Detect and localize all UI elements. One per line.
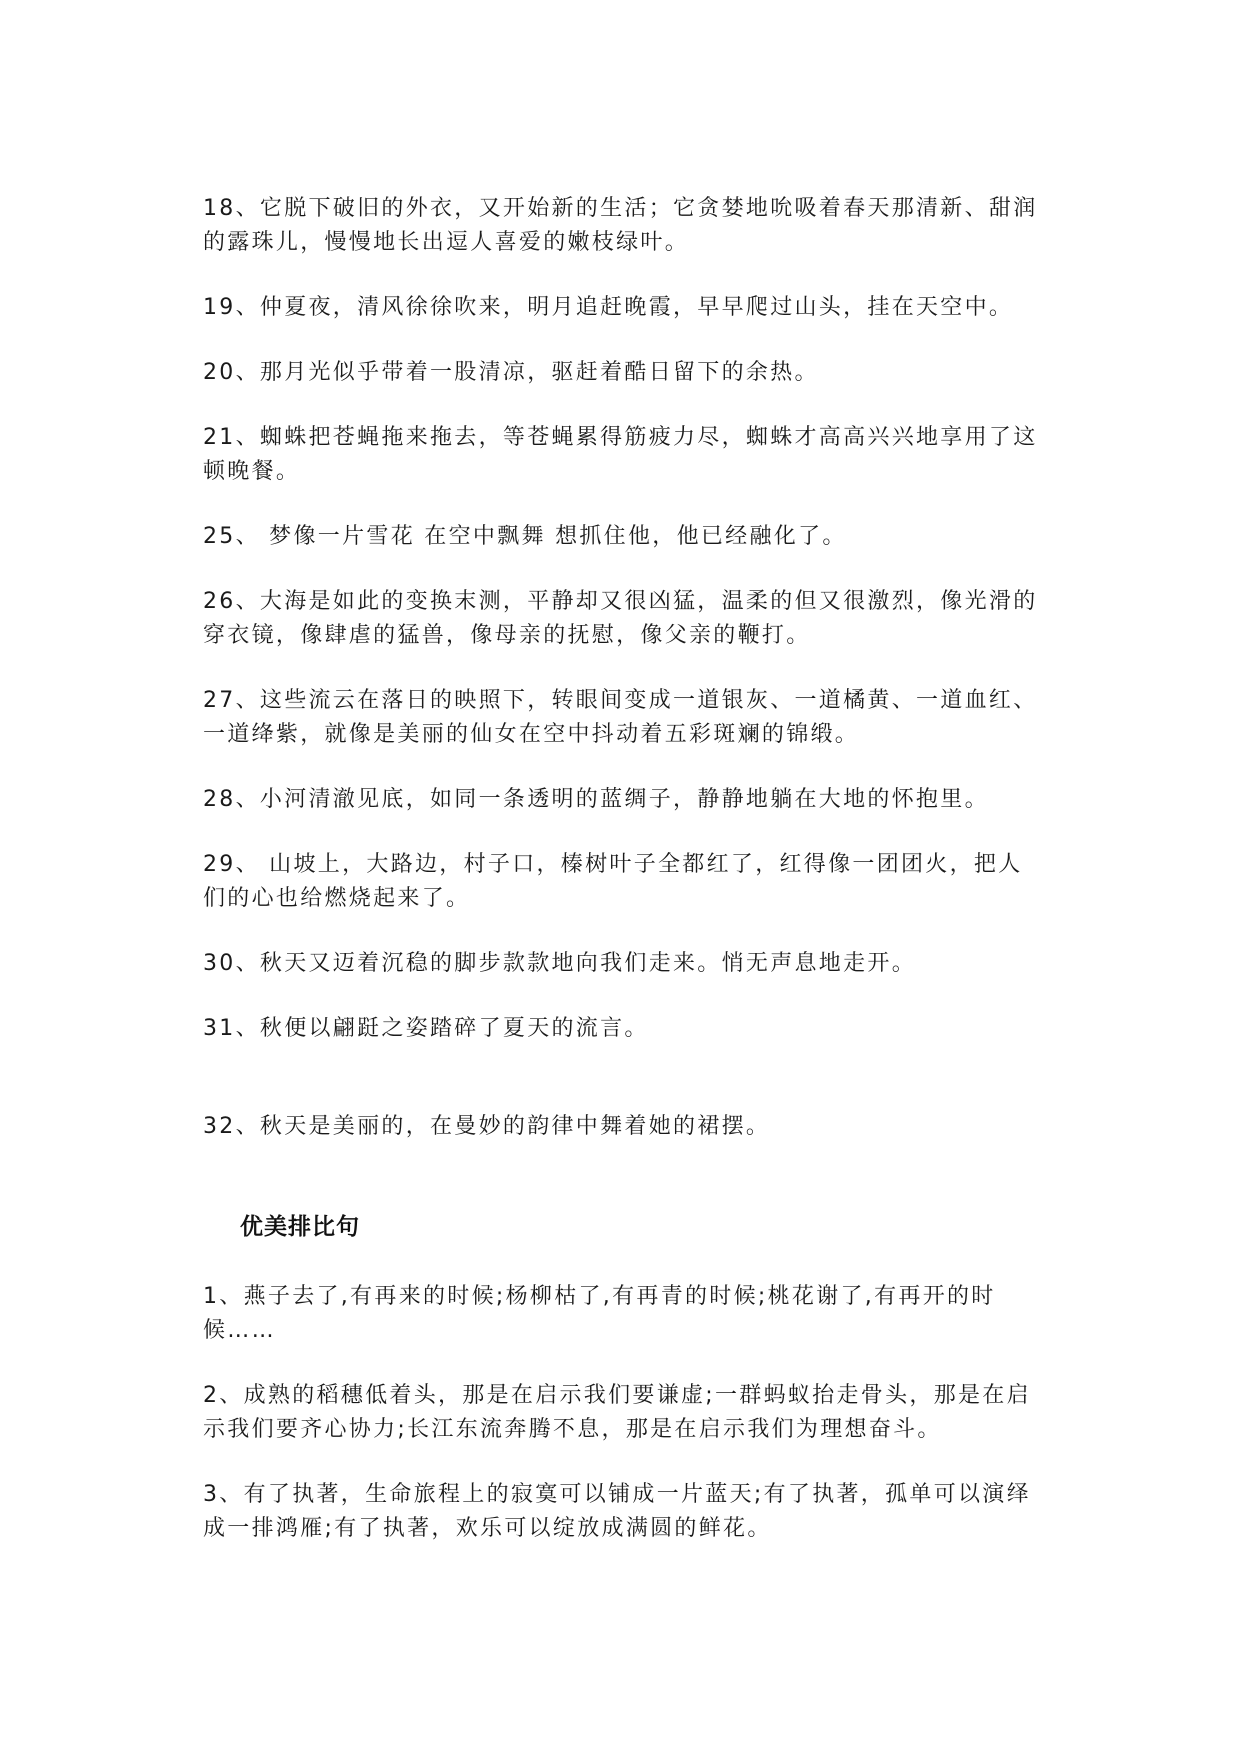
sentence-18: 18、它脱下破旧的外衣，又开始新的生活；它贪婪地吮吸着春天那清新、甜润的露珠儿，慢慢地长出逗人喜爱的嫩枝绿叶。 [203,196,1038,255]
sentence-19: 19、仲夏夜，清风徐徐吹来，明月追赶晚霞，早早爬过山头，挂在天空中。 [203,295,1014,320]
sentence-30: 30、秋天又迈着沉稳的脚步款款地向我们走来。悄无声息地走开。 [203,951,916,976]
sentence-27: 27、这些流云在落日的映照下，转眼间变成一道银灰、一道橘黄、一道血红、一道绛紫，就像是美丽的仙女在空中抖动着五彩斑斓的锦缎。 [203,688,1038,747]
parallelism-sentence-3: 3、有了执著，生命旅程上的寂寞可以铺成一片蓝天;有了执著，孤单可以演绎成一排鸿雁;有了执著，欢乐可以绽放成满圆的鲜花。 [203,1482,1031,1541]
sentence-25: 25、 梦像一片雪花 在空中飘舞 想抓住他，他已经融化了。 [203,524,847,549]
parallelism-sentence-2: 2、成熟的稻穗低着头，那是在启示我们要谦虚;一群蚂蚁抬走骨头，那是在启示我们要齐心协力;长江东流奔腾不息，那是在启示我们为理想奋斗。 [203,1383,1031,1442]
parallelism-sentence-1: 1、燕子去了,有再来的时候;杨柳枯了,有再青的时候;桃花谢了,有再开的时候…… [203,1284,996,1343]
sentence-29: 29、 山坡上，大路边，村子口，榛树叶子全都红了，红得像一团团火，把人们的心也给燃烧起来了。 [203,852,1023,911]
sentence-32: 32、秋天是美丽的，在曼妙的韵律中舞着她的裙摆。 [203,1114,771,1139]
sentence-20: 20、那月光似乎带着一股清凉，驱赶着酷日留下的余热。 [203,360,819,385]
document-content [203,192,1043,1577]
sentence-31: 31、秋便以翩跹之姿踏碎了夏天的流言。 [203,1016,649,1041]
section-heading: 优美排比句 [240,1214,360,1240]
sentence-28: 28、小河清澈见底，如同一条透明的蓝绸子，静静地躺在大地的怀抱里。 [203,787,989,812]
sentence-21: 21、蜘蛛把苍蝇拖来拖去，等苍蝇累得筋疲力尽，蜘蛛才高高兴兴地享用了这顿晚餐。 [203,425,1038,484]
sentence-26: 26、大海是如此的变换末测，平静却又很凶猛，温柔的但又很激烈，像光滑的穿衣镜，像肆虐的猛兽，像母亲的抚慰，像父亲的鞭打。 [203,589,1038,648]
